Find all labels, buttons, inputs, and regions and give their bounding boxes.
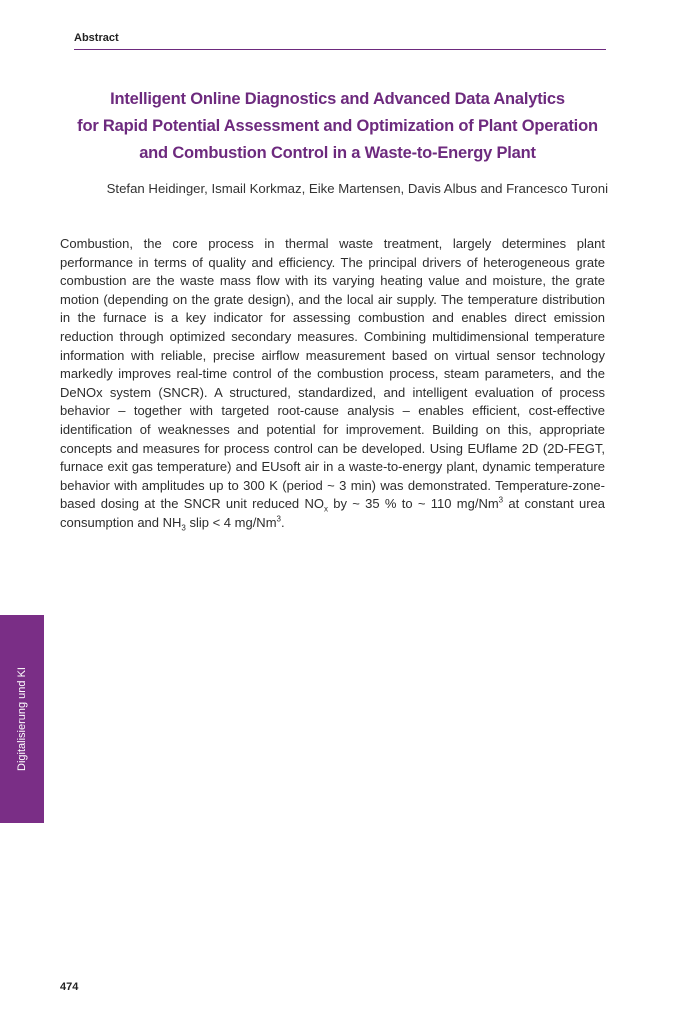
abstract-paragraph [60, 235, 605, 533]
author-list: Stefan Heidinger, Ismail Korkmaz, Eike Martensen, Davis Albus and Francesco Turoni [106, 181, 608, 196]
abstract-text-end: . [280, 514, 285, 530]
header-section-label: Abstract [74, 32, 119, 44]
abstract-text-cont-3: slip < 4 mg/Nm [185, 514, 277, 530]
subscript-x: x [323, 504, 328, 514]
page-number: 474 [60, 981, 79, 993]
title-line-2: for Rapid Potential Assessment and Optimization of Plant Operation [77, 117, 598, 135]
abstract-text: Combustion, the core process in thermal waste treatment, largely determines plant performance in terms of quality and efficiency. The principal drivers of heterogeneous grate combustion are the waste mass flow with its varying heating value and moisture, the grate motion (depending on the grate design), and the local air supply. The temperature distribution in the furnace is a key indicator for assessing combustion and enables direct emission reduction through optimized secondary measures. Combining multidimensional temperature information with reliable, precise airflow measurement based on virtual sensor technology markedly improves real-time control of the combustion process, steam parameters, and the DeNOx system (SNCR). A structured, standardized, and intelligent evaluation of process behavior – together with targeted root-cause analysis – enables efficient, cost-effective identification of weaknesses and potential for improvement. Building on this, appropriate concepts and measures for process control can be developed. Using EUflame 2D (2D-FEGT, furnace exit gas temperature) and EUsoft air in a waste-to-energy plant, dynamic temperature behavior with amplitudes up to 300 K (period ~ 3 min) was demonstrated. Temperature-zone-based dosing at the SNCR unit reduced NO [60, 236, 605, 512]
running-header [74, 32, 606, 50]
abstract-text-cont-2: at constant urea consumption and NH [60, 496, 605, 530]
superscript-3b: 3 [276, 514, 281, 524]
title-line-3: and Combustion Control in a Waste-to-Energy Plant [139, 144, 536, 162]
superscript-3a: 3 [498, 495, 504, 505]
side-tab-label: Digitalisierung und KI [16, 667, 28, 771]
chapter-side-tab [0, 615, 44, 823]
subscript-3: 3 [181, 523, 186, 533]
paper-title [60, 86, 615, 167]
title-line-1: Intelligent Online Diagnostics and Advanced Data Analytics [110, 90, 565, 108]
abstract-text-cont-1: by ~ 35 % to ~ 110 mg/Nm [327, 496, 499, 512]
